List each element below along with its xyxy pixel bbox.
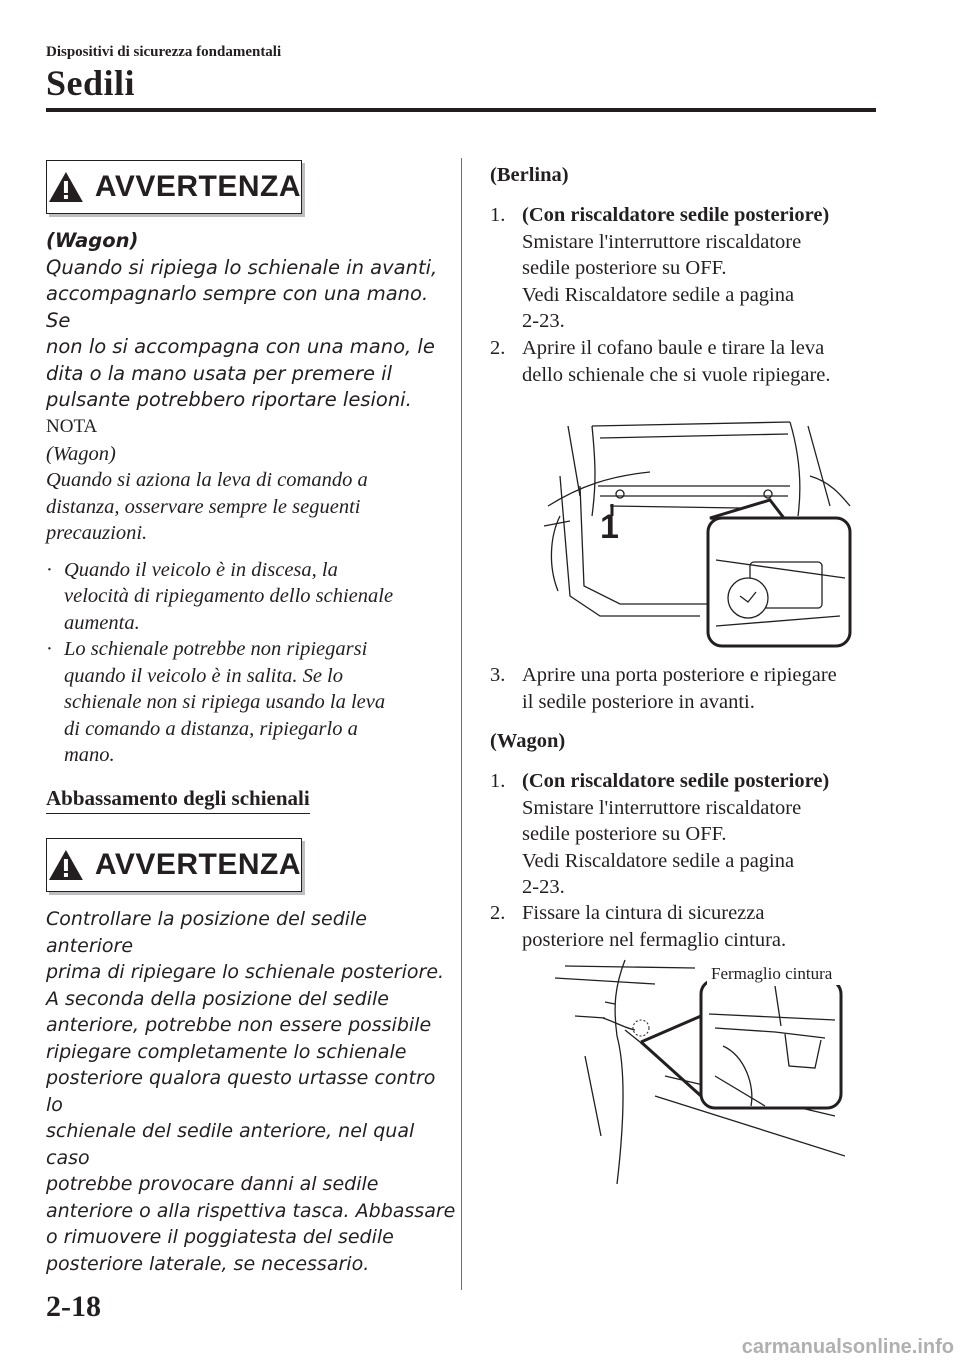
step-line: Aprire una porta posteriore e ripiegare — [522, 664, 837, 686]
warning-line: o rimuovere il poggiatesta del sedile — [46, 1226, 394, 1248]
note-line: precauzioni. — [46, 522, 148, 544]
step-line: Smistare l'interruttore riscaldatore — [522, 796, 802, 819]
bullet-line: Quando il veicolo è in discesa, la — [64, 558, 338, 581]
bullet-dot: · — [46, 638, 53, 660]
note-subtitle: (Wagon) — [46, 442, 116, 465]
step-line: posteriore nel fermaglio cintura. — [522, 928, 787, 951]
warning-line: schienale del sedile anteriore, nel qual caso — [46, 1120, 415, 1169]
warning-line: potrebbe provocare danni al sedile — [46, 1173, 379, 1195]
note-line: Quando si aziona la leva di comando a — [46, 469, 368, 491]
warning-line: anteriore, potrebbe non essere possibile — [46, 1014, 432, 1036]
warning-line: Controllare la posizione del sedile anteriore — [46, 908, 367, 957]
berlina-step-3 — [490, 662, 870, 715]
step-line: Fissare la cintura di sicurezza — [522, 902, 765, 924]
warning-box — [46, 838, 302, 892]
note-label: NOTA — [46, 416, 98, 437]
step-line: 2-23. — [522, 310, 565, 332]
step-line: sedile posteriore su OFF. — [522, 823, 727, 845]
step-line: Smistare l'interruttore riscaldatore — [522, 230, 802, 253]
step-line: Vedi Riscaldatore sedile a pagina — [522, 283, 795, 306]
wagon-label: (Wagon) — [490, 730, 566, 752]
page-number: 2-18 — [46, 1290, 101, 1323]
detail-inset — [708, 518, 850, 646]
berlina-label: (Berlina) — [490, 164, 569, 186]
column-divider — [461, 158, 462, 1290]
header-rule — [46, 108, 876, 112]
warning-line: non lo si accompagna con una mano, le — [46, 335, 435, 358]
warning-line: A seconda della posizione del sedile — [46, 987, 389, 1010]
warning-label: AVVERTENZA — [94, 170, 301, 203]
warning-line: posteriore laterale, se necessario. — [46, 1252, 370, 1275]
step-number: 1. — [490, 770, 506, 792]
bullet-line: Lo schienale potrebbe non ripiegarsi — [64, 638, 368, 660]
step-title: (Con riscaldatore sedile posteriore) — [522, 770, 830, 792]
step-line: dello schienale che si vuole ripiegare. — [522, 363, 831, 386]
bullet-line: aumenta. — [64, 611, 140, 634]
warning-line: Quando si ripiega lo schienale in avanti, — [46, 255, 438, 279]
figure-label: Fermaglio cintura — [711, 964, 833, 983]
warning-label: AVVERTENZA — [94, 848, 301, 881]
step-line: sedile posteriore su OFF. — [522, 257, 727, 279]
bullet-line: velocità di ripiegamento dello schienale — [64, 585, 394, 607]
wagon-step-1 — [490, 768, 870, 901]
bullet-line: di comando a distanza, ripiegarlo a — [64, 717, 358, 740]
warning-line: anteriore o alla rispettiva tasca. Abbassare — [46, 1199, 456, 1222]
berlina-step-1 — [490, 202, 870, 335]
seatbelt-illustration — [545, 956, 845, 1184]
wagon-step-2 — [490, 900, 870, 953]
step-line: il sedile posteriore in avanti. — [522, 690, 755, 713]
warning-box — [46, 160, 302, 214]
warning-subtitle: (Wagon) — [46, 229, 139, 252]
note-bullet — [46, 557, 446, 637]
note-block — [46, 414, 446, 769]
step-title: (Con riscaldatore sedile posteriore) — [522, 204, 830, 226]
section-heading: Abbassamento degli schienali — [46, 786, 310, 814]
step-line: Vedi Riscaldatore sedile a pagina — [522, 849, 795, 872]
warning-line: pulsante potrebbero riportare lesioni. — [46, 388, 412, 411]
warning-line: ripiegare completamente lo schienale — [46, 1040, 407, 1063]
step-line: 2-23. — [522, 876, 565, 898]
callout-number: 1 — [600, 508, 619, 546]
section-label: Dispositivi di sicurezza fondamentali — [46, 44, 282, 60]
step-line: Aprire il cofano baule e tirare la leva — [522, 337, 825, 359]
warning-line: prima di ripiegare lo schienale posteriore. — [46, 961, 445, 983]
warning-text — [46, 906, 456, 1277]
warning-line: dita o la mano usata per premere il — [46, 361, 393, 385]
note-line: distanza, osservare sempre le seguenti — [46, 495, 361, 518]
bullet-line: quando il veicolo è in salita. Se lo — [64, 664, 343, 687]
step-number: 2. — [490, 337, 506, 359]
bullet-line: mano. — [64, 744, 115, 766]
warning-triangle-icon — [47, 848, 85, 882]
trunk-illustration — [540, 416, 855, 652]
warning-triangle-icon — [47, 170, 85, 204]
bullet-dot: · — [46, 558, 53, 581]
note-bullet — [46, 636, 446, 769]
watermark: carmanualsonline.info — [741, 1336, 954, 1358]
step-number: 2. — [490, 902, 506, 924]
step-number: 1. — [490, 204, 506, 226]
warning-line: posteriore qualora questo urtasse contro lo — [46, 1067, 436, 1116]
step-number: 3. — [490, 664, 506, 686]
warning-text — [46, 228, 446, 414]
bullet-line: schienale non si ripiega usando la leva — [64, 691, 386, 713]
warning-line: accompagnarlo sempre con una mano. Se — [46, 282, 429, 332]
berlina-step-2 — [490, 335, 870, 388]
page-title: Sedili — [46, 63, 136, 103]
